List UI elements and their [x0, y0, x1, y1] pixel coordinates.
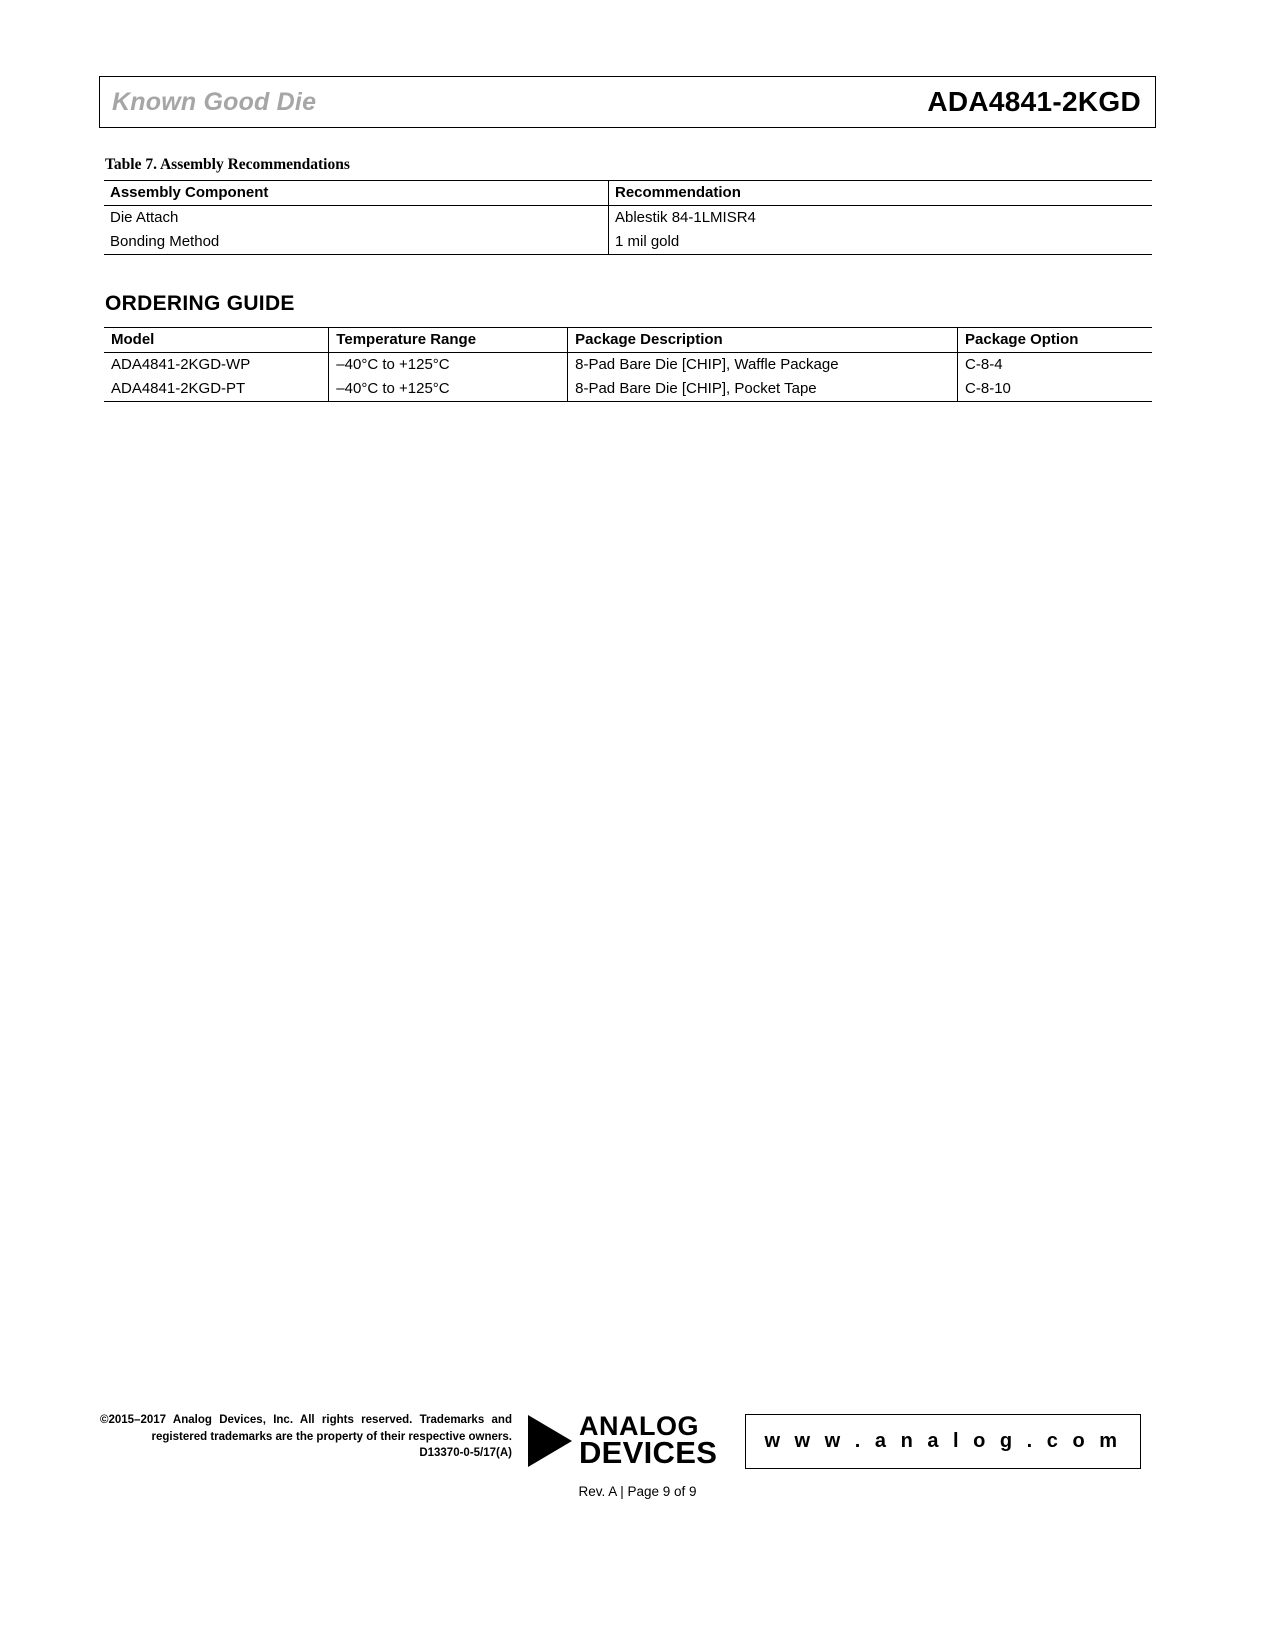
og-cell-package-option: C-8-4 [965, 356, 1003, 373]
og-cell-temperature: –40°C to +125°C [329, 353, 568, 378]
header-section-title: Known Good Die [112, 87, 317, 116]
analog-devices-logo [528, 1410, 733, 1472]
logo-line-2: DEVICES [579, 1435, 718, 1471]
table7-cell: 1 mil gold [609, 230, 1153, 255]
website-link[interactable] [745, 1414, 1141, 1469]
og-col-model: Model [104, 328, 329, 353]
ordering-guide-table [104, 327, 1152, 402]
table7-cell: Ablestik 84-1LMISR4 [615, 209, 756, 226]
assembly-recommendations-table [104, 180, 1152, 255]
table-row [104, 377, 1152, 402]
copyright-block [100, 1412, 512, 1462]
og-cell-temperature: –40°C to +125°C [329, 377, 568, 402]
table-header-row [104, 328, 1152, 353]
og-col-temperature-range: Temperature Range [329, 328, 568, 353]
og-cell-package-description: 8-Pad Bare Die [CHIP], Pocket Tape [568, 377, 958, 402]
table-row [104, 230, 1152, 255]
copyright-line-2: registered trademarks are the property of their respective owners. [151, 1430, 512, 1443]
table-row [104, 206, 1152, 231]
header-part-number: ADA4841-2KGD [927, 86, 1141, 117]
og-col-package-option: Package Option [958, 328, 1152, 353]
table7-col-assembly-component: Assembly Component [104, 181, 609, 206]
website-url: w w w . a n a l o g . c o m [764, 1430, 1122, 1452]
og-col-package-description: Package Description [568, 328, 958, 353]
og-cell-model: ADA4841-2KGD-PT [104, 377, 329, 402]
og-cell-package-description: 8-Pad Bare Die [CHIP], Waffle Package [568, 353, 958, 378]
og-cell-package-option: C-8-10 [958, 377, 1152, 402]
page-footer [0, 1400, 1275, 1560]
logo-line-1: ANALOG [579, 1411, 699, 1442]
page-header [99, 76, 1156, 128]
table7-col-recommendation: Recommendation [609, 181, 1153, 206]
ordering-guide-heading: ORDERING GUIDE [105, 292, 295, 315]
document-code: D13370-0-5/17(A) [419, 1447, 512, 1460]
table-row [104, 353, 1152, 378]
og-cell-model: ADA4841-2KGD-WP [104, 353, 329, 378]
logo-wordmark [579, 1411, 718, 1471]
table7-cell: Die Attach [104, 206, 609, 231]
copyright-line-1: ©2015–2017 Analog Devices, Inc. All rights reserved. Trademarks and [100, 1414, 512, 1426]
table7-cell: Bonding Method [104, 230, 609, 255]
triangle-icon [528, 1415, 572, 1467]
revision-footer: Rev. A | Page 9 of 9 [578, 1484, 697, 1499]
table7-caption: Table 7. Assembly Recommendations [105, 156, 350, 173]
table-header-row [104, 181, 1152, 206]
